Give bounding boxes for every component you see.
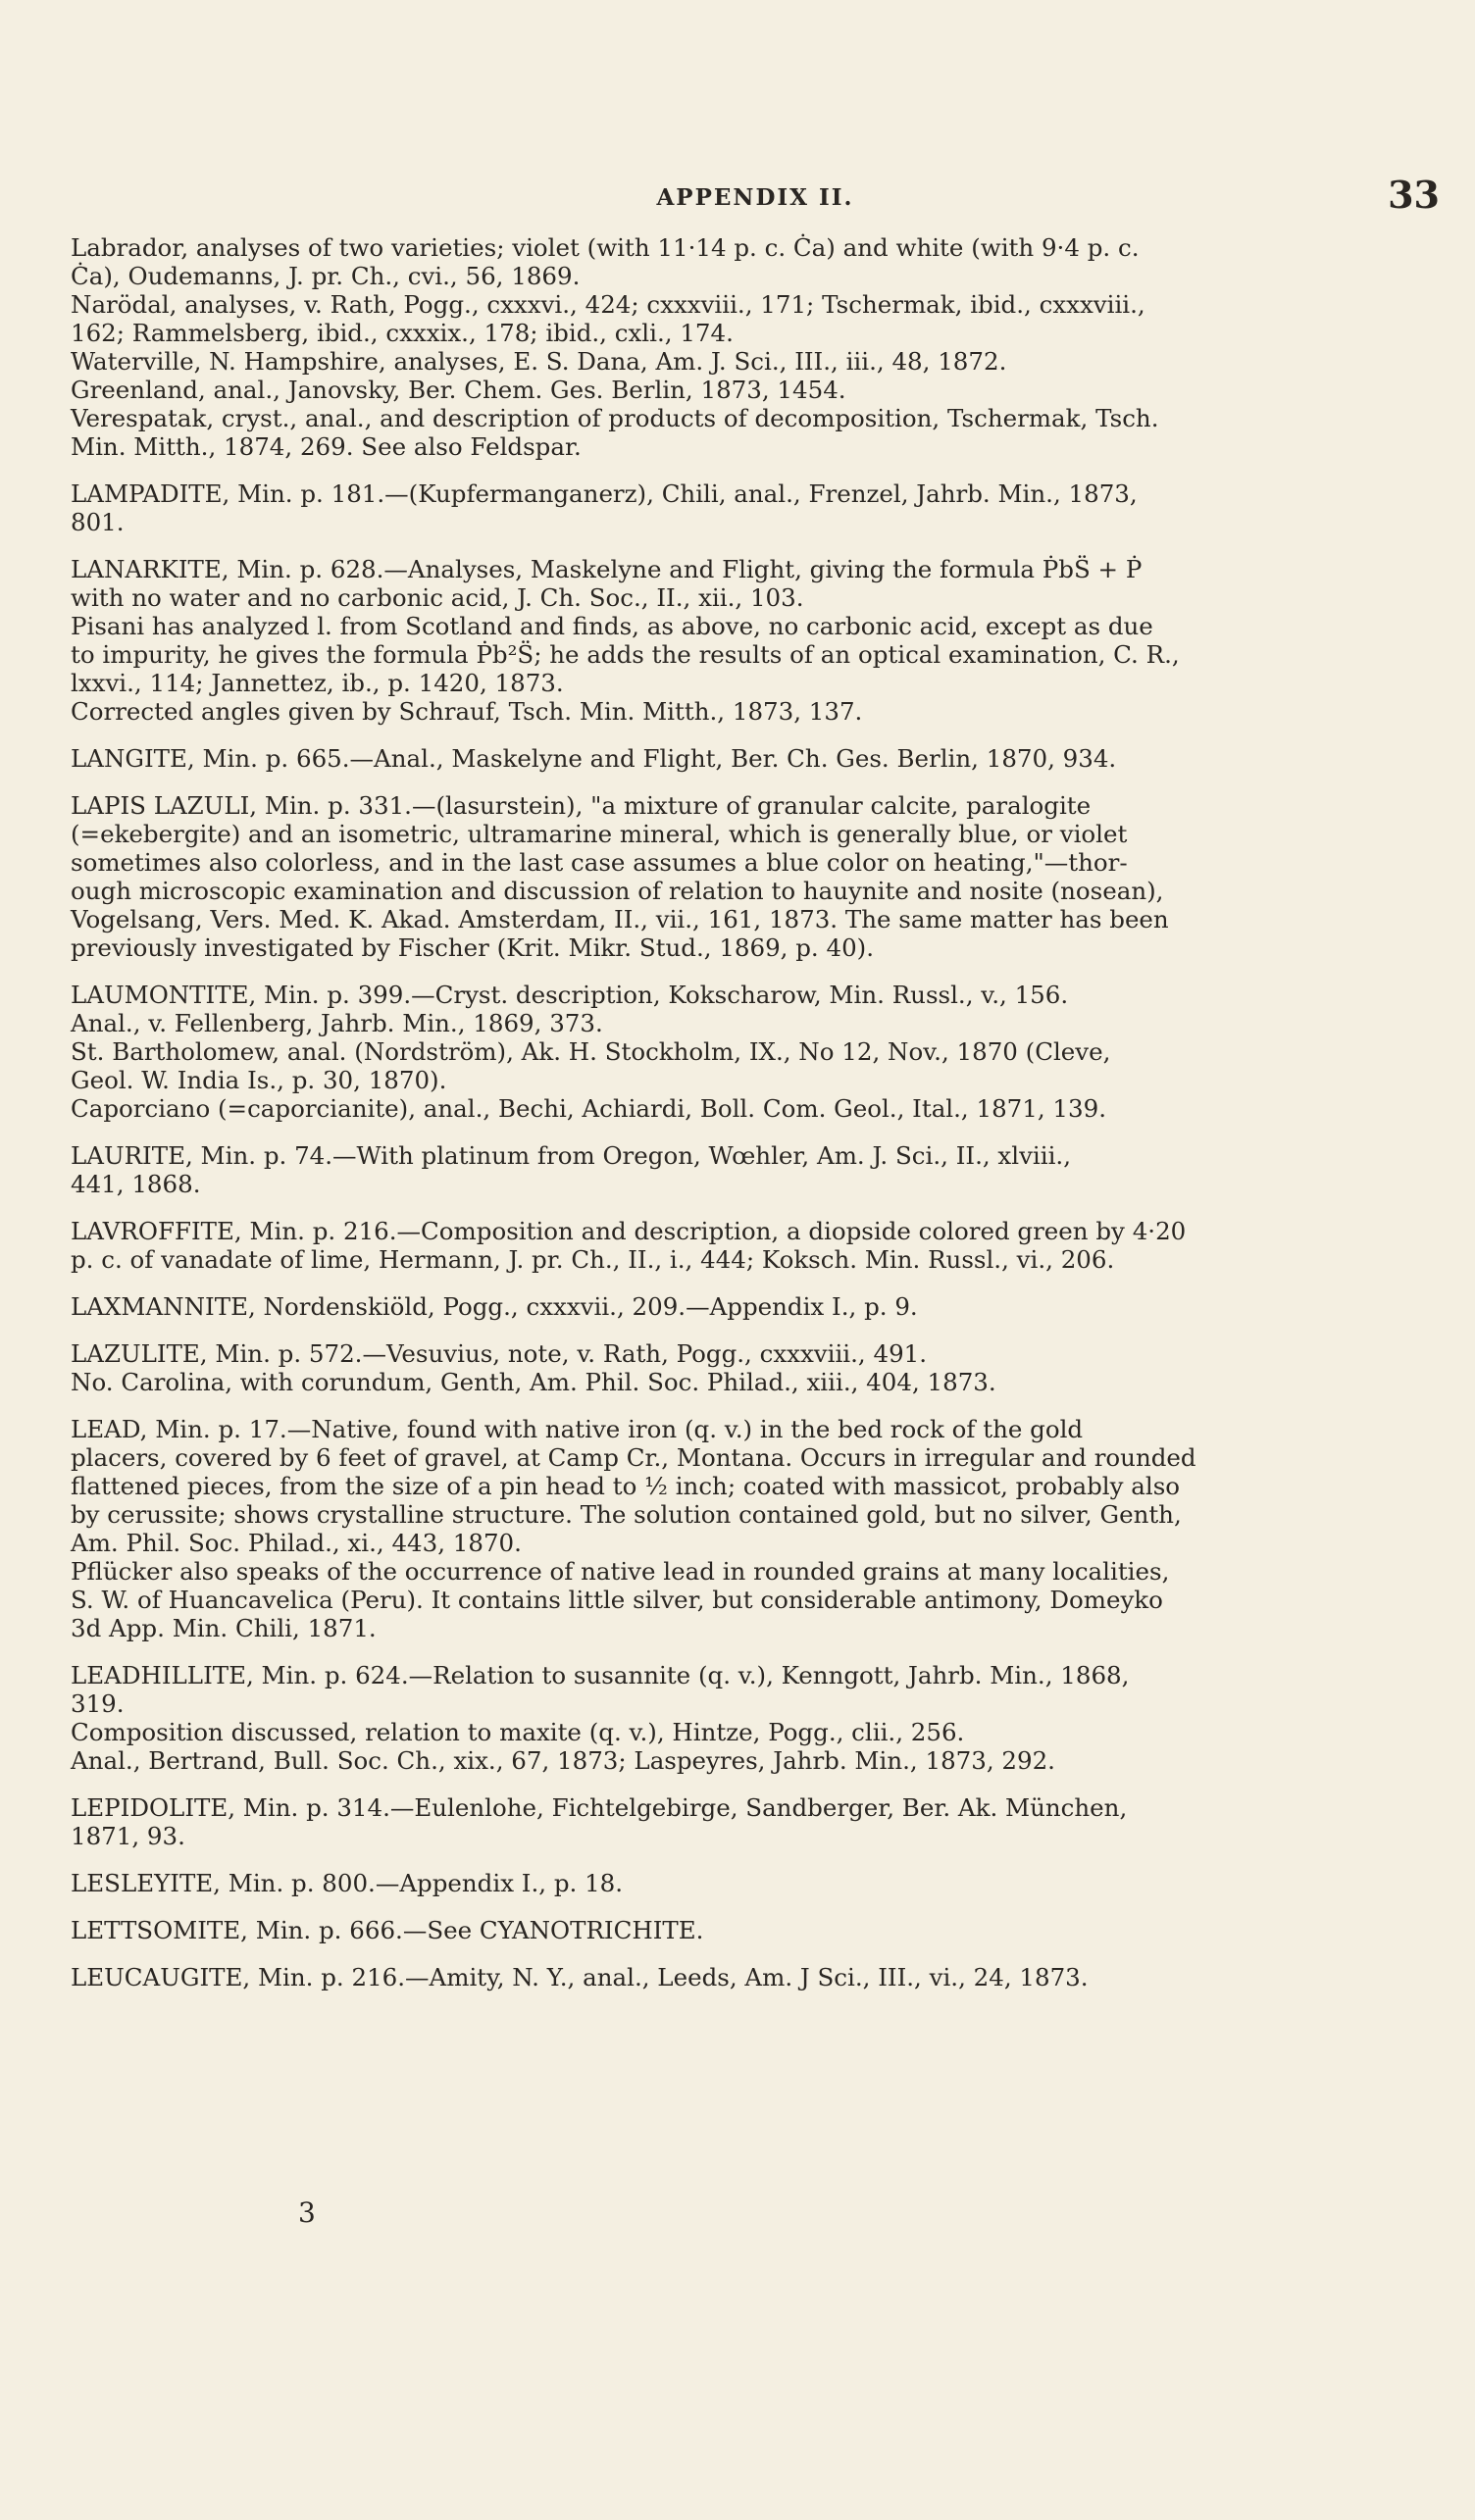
text-line: LETTSOMITE, Min. p. 666.—See CYANOTRICHITE. [71,1916,704,1944]
text-line: Am. Phil. Soc. Philad., xi., 443, 1870. [71,1529,522,1557]
text-line: LAMPADITE, Min. p. 181.—(Kupfermanganerz), Chili, anal., Frenzel, Jahrb. Min., 1873, [71,479,1138,508]
text-line: to impurity, he gives the formula Ṗb²S̈; he adds the results of an optical examination, C. R., [71,640,1180,669]
document-body [71,233,1440,2010]
entry-lampadite [71,479,1440,536]
running-head: APPENDIX II. [656,184,854,211]
text-line: 319. [71,1689,125,1718]
text-line: 3d App. Min. Chili, 1871. [71,1614,377,1642]
text-line: Min. Mitth., 1874, 269. See also Feldspar. [71,432,582,461]
entry-leucaugite [71,1963,1440,1991]
text-line: by cerussite; shows crystalline structure. The solution contained gold, but no silver, Genth, [71,1500,1182,1529]
text-line: with no water and no carbonic acid, J. Ch. Soc., II., xii., 103. [71,583,804,612]
text-line: LAURITE, Min. p. 74.—With platinum from Oregon, Wœhler, Am. J. Sci., II., xlviii., [71,1141,1072,1170]
entry-lanarkite [71,555,1440,726]
text-line: Anal., v. Fellenberg, Jahrb. Min., 1869, 373. [71,1009,603,1037]
entry-lettsomite [71,1916,1440,1944]
text-line: LESLEYITE, Min. p. 800.—Appendix I., p. 18. [71,1869,624,1897]
page-number: 33 [1388,173,1440,217]
text-line: previously investigated by Fischer (Krit. Mikr. Stud., 1869, p. 40). [71,933,875,962]
entry-lapis-lazuli [71,791,1440,962]
entry-laxmannite [71,1292,1440,1321]
text-line: ough microscopic examination and discussion of relation to hauynite and nosite (nosean), [71,877,1164,905]
text-line: flattened pieces, from the size of a pin head to ½ inch; coated with massicot, probably also [71,1472,1181,1500]
text-line: placers, covered by 6 feet of gravel, at Camp Cr., Montana. Occurs in irregular and rounded [71,1443,1196,1472]
text-line: LANARKITE, Min. p. 628.—Analyses, Maskelyne and Flight, giving the formula ṖbS̈ + Ṗ [71,555,1143,583]
text-line: St. Bartholomew, anal. (Nordström), Ak. H. Stockholm, IX., No 12, Nov., 1870 (Cleve, [71,1037,1111,1066]
entry-lead [71,1415,1440,1642]
entry-lazulite [71,1339,1440,1396]
text-line: Caporciano (=caporcianite), anal., Bechi, Achiardi, Boll. Com. Geol., Ital., 1871, 139. [71,1094,1106,1123]
text-line: LANGITE, Min. p. 665.—Anal., Maskelyne and Flight, Ber. Ch. Ges. Berlin, 1870, 934. [71,744,1117,773]
text-line: LAZULITE, Min. p. 572.—Vesuvius, note, v. Rath, Pogg., cxxxviii., 491. [71,1339,928,1368]
text-line: Pflücker also speaks of the occurrence of native lead in rounded grains at many localities, [71,1557,1170,1586]
text-line: Corrected angles given by Schrauf, Tsch. Min. Mitth., 1873, 137. [71,697,863,726]
signature-mark: 3 [298,2196,316,2229]
text-line: LEAD, Min. p. 17.—Native, found with native iron (q. v.) in the bed rock of the gold [71,1415,1084,1443]
text-line: sometimes also colorless, and in the last case assumes a blue color on heating,"—thor- [71,848,1128,877]
text-line: LAVROFFITE, Min. p. 216.—Composition and description, a diopside colored green by 4·20 [71,1217,1187,1245]
text-line: lxxvi., 114; Jannettez, ib., p. 1420, 1873. [71,669,564,697]
text-line: p. c. of vanadate of lime, Hermann, J. pr. Ch., II., i., 444; Koksch. Min. Russl., vi., 206. [71,1245,1115,1274]
text-line: No. Carolina, with corundum, Genth, Am. Phil. Soc. Philad., xiii., 404, 1873. [71,1368,996,1396]
text-line: LAPIS LAZULI, Min. p. 331.—(lasurstein), "a mixture of granular calcite, paralogite [71,791,1092,820]
entry-leadhillite [71,1661,1440,1775]
text-line: Greenland, anal., Janovsky, Ber. Chem. Ges. Berlin, 1873, 1454. [71,376,846,404]
text-line: Composition discussed, relation to maxite (q. v.), Hintze, Pogg., clii., 256. [71,1718,965,1746]
text-line: 801. [71,508,125,536]
text-line: LAXMANNITE, Nordenskiöld, Pogg., cxxxvii., 209.—Appendix I., p. 9. [71,1292,918,1321]
text-line: LEPIDOLITE, Min. p. 314.—Eulenlohe, Fichtelgebirge, Sandberger, Ber. Ak. München, [71,1793,1128,1822]
page-header [71,173,1440,217]
entry-lavroffite [71,1217,1440,1274]
entry-laumontite [71,981,1440,1123]
text-line: Anal., Bertrand, Bull. Soc. Ch., xix., 67, 1873; Laspeyres, Jahrb. Min., 1873, 292. [71,1746,1055,1775]
entry-lepidolite [71,1793,1440,1850]
text-line: Labrador, analyses of two varieties; violet (with 11·14 p. c. Ċa) and white (with 9·4 p. c. [71,233,1140,262]
text-line: Vogelsang, Vers. Med. K. Akad. Amsterdam, II., vii., 161, 1873. The same matter has been [71,905,1169,933]
entry-laurite [71,1141,1440,1198]
text-line: 162; Rammelsberg, ibid., cxxxix., 178; ibid., cxli., 174. [71,319,734,347]
text-line: Narödal, analyses, v. Rath, Pogg., cxxxvi., 424; cxxxviii., 171; Tschermak, ibid., cxxxviii., [71,290,1145,319]
entry-labradorite [71,233,1440,461]
text-line: Ċa), Oudemanns, J. pr. Ch., cvi., 56, 1869. [71,262,581,290]
text-line: LEADHILLITE, Min. p. 624.—Relation to susannite (q. v.), Kenngott, Jahrb. Min., 1868, [71,1661,1130,1689]
text-line: Waterville, N. Hampshire, analyses, E. S. Dana, Am. J. Sci., III., iii., 48, 1872. [71,347,1007,376]
text-line: Pisani has analyzed l. from Scotland and finds, as above, no carbonic acid, except as due [71,612,1153,640]
text-line: Geol. W. India Is., p. 30, 1870). [71,1066,447,1094]
text-line: 441, 1868. [71,1170,201,1198]
text-line: LEUCAUGITE, Min. p. 216.—Amity, N. Y., anal., Leeds, Am. J Sci., III., vi., 24, 1873. [71,1963,1089,1991]
text-line: Verespatak, cryst., anal., and description of products of decomposition, Tschermak, Tsch. [71,404,1159,432]
text-line: (=ekebergite) and an isometric, ultramarine mineral, which is generally blue, or violet [71,820,1128,848]
entry-langite [71,744,1440,773]
text-line: S. W. of Huancavelica (Peru). It contains little silver, but considerable antimony, Domeyko [71,1586,1163,1614]
text-line: 1871, 93. [71,1822,185,1850]
entry-lesleyite [71,1869,1440,1897]
text-line: LAUMONTITE, Min. p. 399.—Cryst. description, Kokscharow, Min. Russl., v., 156. [71,981,1069,1009]
